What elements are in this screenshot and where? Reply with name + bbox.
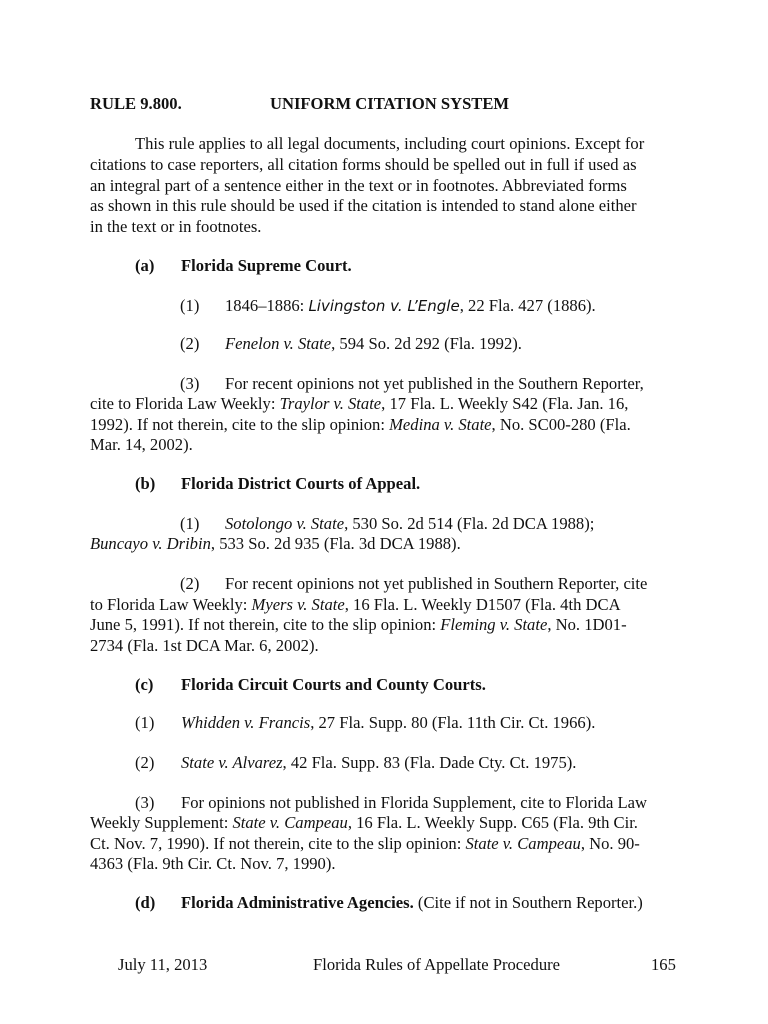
footer-page-number: 165 <box>651 955 676 974</box>
section-a-heading <box>135 256 352 276</box>
item-text: June 5, 1991). If not therein, cite to the slip opinion: <box>90 615 441 634</box>
section-c-heading <box>135 675 486 695</box>
item-text: , 16 Fla. L. Weekly D1507 (Fla. 4th DCA <box>344 595 621 614</box>
citation-text: , 22 Fla. 427 (1886). <box>459 296 596 315</box>
item-number: (3) <box>135 793 155 812</box>
section-title: Florida Circuit Courts and County Courts. <box>181 675 486 694</box>
item-line <box>90 534 461 554</box>
item-line: Mar. 14, 2002). <box>90 435 193 454</box>
intro-line: as shown in this rule should be used if the citation is intended to stand alone either <box>90 196 637 215</box>
case-name: Traylor v. State <box>279 394 382 413</box>
item-text: , 533 So. 2d 935 (Fla. 3d DCA 1988). <box>210 534 461 553</box>
section-d-heading <box>135 893 643 913</box>
case-name: Medina v. State <box>389 415 492 434</box>
item-line: 4363 (Fla. 9th Cir. Ct. Nov. 7, 1990). <box>90 854 336 873</box>
section-title: Florida Administrative Agencies. <box>181 893 414 912</box>
intro-line: in the text or in footnotes. <box>90 217 262 236</box>
case-name: Myers v. State <box>251 595 345 614</box>
item-text: , 17 Fla. L. Weekly S42 (Fla. Jan. 16, <box>381 394 629 413</box>
section-label: (c) <box>135 675 154 694</box>
section-title: Florida Supreme Court. <box>181 256 352 275</box>
item-line <box>135 793 647 813</box>
item-number: (1) <box>135 713 155 732</box>
item-text: For opinions not published in Florida Supplement, cite to Florida Law <box>181 793 647 812</box>
case-name: Livingston v. L’Engle <box>308 297 460 315</box>
section-label: (d) <box>135 893 156 912</box>
item-line <box>180 374 644 394</box>
case-name: Fenelon v. State <box>225 334 332 353</box>
case-name: Sotolongo v. State <box>225 514 345 533</box>
rule-title: UNIFORM CITATION SYSTEM <box>270 94 510 113</box>
case-name: State v. Campeau <box>465 834 581 853</box>
citation-item <box>135 713 595 733</box>
item-line <box>90 834 640 854</box>
section-label: (a) <box>135 256 155 275</box>
citation-item <box>180 334 522 354</box>
item-number: (1) <box>180 296 200 315</box>
citation-prefix: 1846–1886: <box>225 296 309 315</box>
item-text: , No. SC00-280 (Fla. <box>491 415 631 434</box>
item-text: 1992). If not therein, cite to the slip opinion: <box>90 415 390 434</box>
item-text: , No. 90- <box>580 834 640 853</box>
section-label: (b) <box>135 474 156 493</box>
rule-number: RULE 9.800. <box>90 94 182 113</box>
item-line <box>90 394 628 414</box>
item-text: , No. 1D01- <box>547 615 627 634</box>
section-note: (Cite if not in Southern Reporter.) <box>413 893 643 912</box>
item-number: (2) <box>135 753 155 772</box>
item-text: Ct. Nov. 7, 1990). If not therein, cite to the slip opinion: <box>90 834 466 853</box>
citation-text: , 27 Fla. Supp. 80 (Fla. 11th Cir. Ct. 1966). <box>310 713 596 732</box>
case-name: State v. Campeau <box>232 813 348 832</box>
intro-line: an integral part of a sentence either in the text or in footnotes. Abbreviated forms <box>90 176 627 195</box>
case-name: Whidden v. Francis <box>181 713 311 732</box>
section-b-heading <box>135 474 420 494</box>
item-text: , 16 Fla. L. Weekly Supp. C65 (Fla. 9th Cir. <box>347 813 638 832</box>
item-number: (3) <box>180 374 200 393</box>
item-number: (2) <box>180 334 200 353</box>
item-line <box>180 574 647 594</box>
item-text: Weekly Supplement: <box>90 813 233 832</box>
intro-line: citations to case reporters, all citation forms should be spelled out in full if used as <box>90 155 637 174</box>
citation-text: , 594 So. 2d 292 (Fla. 1992). <box>331 334 522 353</box>
item-line <box>90 615 627 635</box>
case-name: Fleming v. State <box>440 615 548 634</box>
case-name: Buncayo v. Dribin <box>90 534 211 553</box>
item-line <box>180 514 594 534</box>
citation-item <box>180 296 596 316</box>
footer-date: July 11, 2013 <box>118 955 208 974</box>
intro-line: This rule applies to all legal documents, including court opinions. Except for <box>135 134 645 153</box>
item-number: (1) <box>180 514 200 533</box>
item-line <box>90 595 621 615</box>
item-text: cite to Florida Law Weekly: <box>90 394 280 413</box>
footer-document-title: Florida Rules of Appellate Procedure <box>313 955 561 974</box>
item-text: For recent opinions not yet published in the Southern Reporter, <box>225 374 644 393</box>
item-line: 2734 (Fla. 1st DCA Mar. 6, 2002). <box>90 636 319 655</box>
item-number: (2) <box>180 574 200 593</box>
citation-text: , 42 Fla. Supp. 83 (Fla. Dade Cty. Ct. 1975). <box>282 753 577 772</box>
case-name: State v. Alvarez <box>181 753 283 772</box>
item-text: to Florida Law Weekly: <box>90 595 252 614</box>
citation-item <box>135 753 576 773</box>
section-title: Florida District Courts of Appeal. <box>181 474 421 493</box>
item-line <box>90 415 631 435</box>
item-line <box>90 813 638 833</box>
item-text: , 530 So. 2d 514 (Fla. 2d DCA 1988); <box>344 514 595 533</box>
item-text: For recent opinions not yet published in Southern Reporter, cite <box>225 574 648 593</box>
